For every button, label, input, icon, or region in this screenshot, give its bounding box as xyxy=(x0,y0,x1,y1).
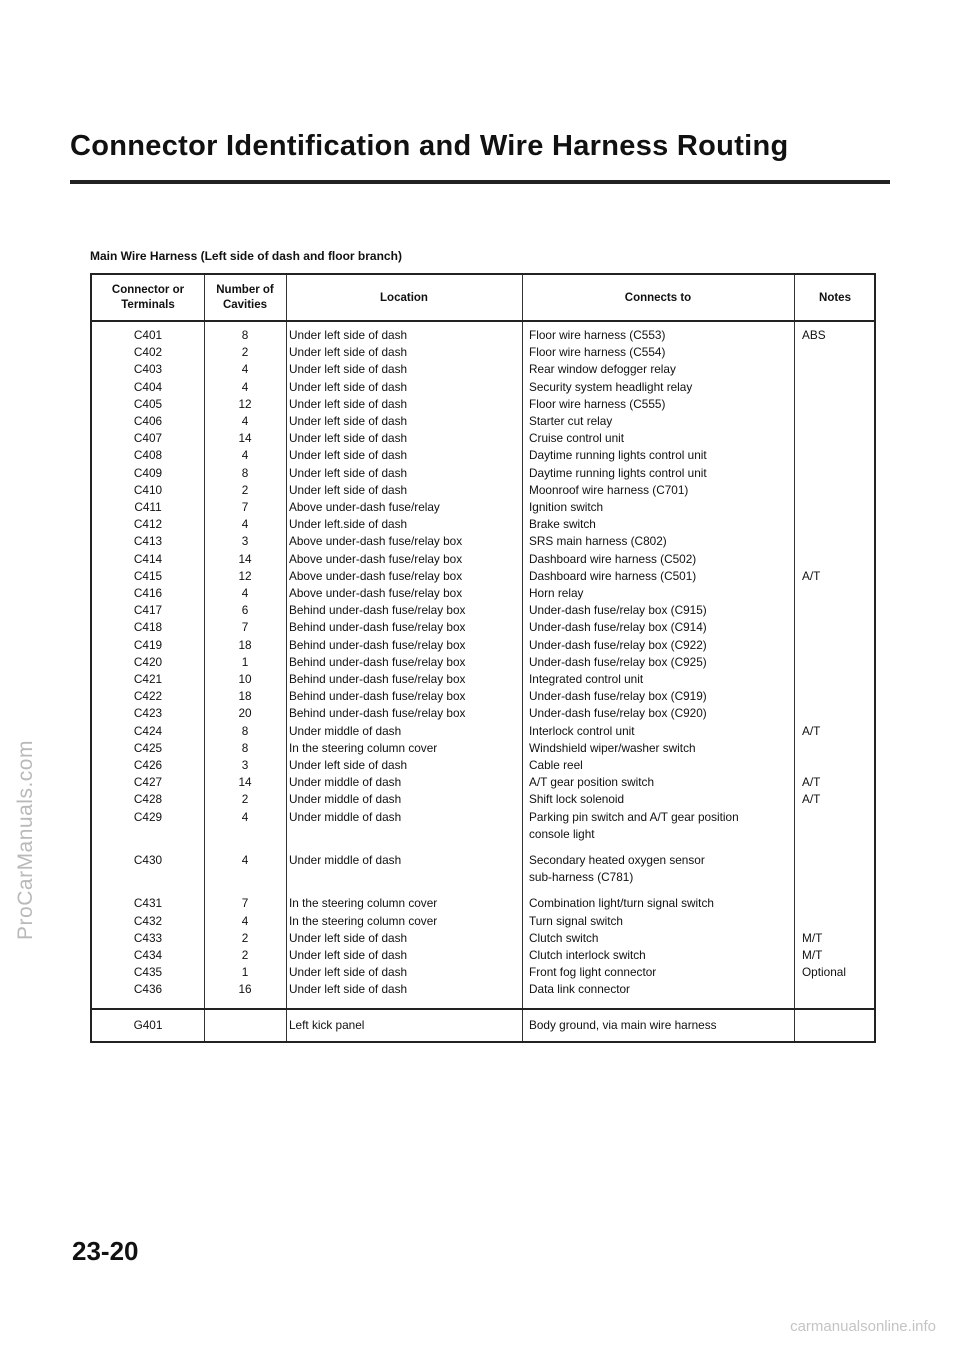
connector-cell: C417 xyxy=(133,603,163,618)
location-cell: Above under-dash fuse/relay box xyxy=(289,586,463,600)
connects-to-cell: Interlock control unit xyxy=(529,723,635,738)
notes-cell: A/T xyxy=(802,723,821,738)
header-cavities-line1: Number of xyxy=(216,284,274,296)
table-row xyxy=(92,757,874,774)
connects-to-cell: Clutch switch xyxy=(529,930,599,945)
table-row xyxy=(92,981,874,998)
location-cell: Above under-dash fuse/relay box xyxy=(289,534,463,549)
notes-cell: M/T xyxy=(802,948,823,962)
connector-cell: C421 xyxy=(133,672,163,686)
location-cell: Behind under-dash fuse/relay box xyxy=(289,620,466,635)
header-connects-to xyxy=(522,275,794,321)
location-cell: Behind under-dash fuse/relay box xyxy=(289,637,466,652)
notes-cell: A/T xyxy=(802,568,821,583)
connects-to-cell: Windshield wiper/washer switch xyxy=(529,740,696,755)
notes-cell: A/T xyxy=(802,775,821,790)
location-cell: In the steering column cover xyxy=(289,740,438,755)
connector-cell: C418 xyxy=(133,620,163,635)
notes-cell: A/T xyxy=(802,792,821,807)
location-cell: Under middle of dash xyxy=(289,853,402,867)
cavities-cell: 8 xyxy=(241,465,249,480)
connector-cell: C423 xyxy=(133,706,163,721)
connector-cell: C401 xyxy=(133,328,163,342)
cavities-cell: 18 xyxy=(238,689,252,704)
table-row xyxy=(92,705,874,722)
table-row xyxy=(92,396,874,413)
connector-cell: C432 xyxy=(133,913,163,928)
table-row xyxy=(92,344,874,361)
connects-to-cell: Parking pin switch and A/T gear position xyxy=(529,809,739,824)
cavities-cell: 4 xyxy=(241,809,249,824)
location-cell: Under left side of dash xyxy=(289,431,408,446)
table-row xyxy=(92,361,874,378)
cavities-cell: 2 xyxy=(241,948,249,962)
table-row xyxy=(92,430,874,447)
cavities-cell: 10 xyxy=(238,672,252,686)
connects-to-cell: Floor wire harness (C553) xyxy=(529,328,666,342)
connects-to-cell: Shift lock solenoid xyxy=(529,792,625,807)
connects-to-cell: Combination light/turn signal switch xyxy=(529,896,714,911)
location-cell: Under left side of dash xyxy=(289,758,408,772)
connects-to-cell: Under-dash fuse/relay box (C914) xyxy=(529,620,707,635)
location-cell: Under left side of dash xyxy=(289,414,408,428)
cavities-cell: 1 xyxy=(241,965,249,980)
table-row xyxy=(92,465,874,482)
cavities-cell: 2 xyxy=(241,345,249,360)
connects-to-cell: Under-dash fuse/relay box (C915) xyxy=(529,603,707,618)
location-cell: Above under-dash fuse/relay box xyxy=(289,568,463,583)
table-row xyxy=(92,602,874,619)
location-cell: Behind under-dash fuse/relay box xyxy=(289,689,466,704)
connector-cell: C413 xyxy=(133,534,163,549)
header-connects-to-text: Connects to xyxy=(624,291,692,304)
cavities-cell: 4 xyxy=(241,362,249,377)
connector-cell: C404 xyxy=(133,379,163,394)
cavities-cell: 8 xyxy=(241,740,249,755)
connects-to-cell: Under-dash fuse/relay box (C919) xyxy=(529,689,707,704)
connector-cell: C409 xyxy=(133,465,163,480)
connects-to-cell: Floor wire harness (C554) xyxy=(529,345,666,360)
cavities-cell: 3 xyxy=(241,758,249,772)
location-cell: Above under-dash fuse/relay box xyxy=(289,551,463,566)
table-row xyxy=(92,499,874,516)
table-row xyxy=(92,413,874,430)
table-row xyxy=(92,895,874,912)
connects-to-cell: Turn signal switch xyxy=(529,913,623,928)
table-row xyxy=(92,964,874,981)
ground-location-cell: Left kick panel xyxy=(289,1018,365,1032)
cavities-cell: 4 xyxy=(241,913,249,928)
location-cell: Under left side of dash xyxy=(289,982,408,997)
location-cell: Behind under-dash fuse/relay box xyxy=(289,654,466,669)
location-cell: Under middle of dash xyxy=(289,809,402,824)
connector-cell: C407 xyxy=(133,431,163,446)
connector-cell: C412 xyxy=(133,517,163,532)
page-number: 23-20 xyxy=(72,1236,139,1266)
table-row xyxy=(92,688,874,705)
cavities-cell: 4 xyxy=(241,517,249,532)
side-watermark xyxy=(6,560,46,1120)
connects-to-cell: Integrated control unit xyxy=(529,672,644,686)
connector-cell: C433 xyxy=(133,930,163,945)
table-row xyxy=(92,551,874,568)
connects-to-cell: Front fog light connector xyxy=(529,965,657,980)
connector-cell: C425 xyxy=(133,740,163,755)
ground-connector-cell: G401 xyxy=(133,1018,163,1032)
cavities-cell: 4 xyxy=(241,448,249,463)
table-row xyxy=(92,671,874,688)
location-cell: Under left side of dash xyxy=(289,345,408,360)
connector-cell: C414 xyxy=(133,551,163,566)
cavities-cell: 14 xyxy=(238,431,252,446)
connects-to-cell: Under-dash fuse/relay box (C920) xyxy=(529,706,707,721)
location-cell: In the steering column cover xyxy=(289,913,438,928)
location-cell: Under left side of dash xyxy=(289,465,408,480)
notes-cell: ABS xyxy=(802,328,826,342)
connects-to-cell: Dashboard wire harness (C502) xyxy=(529,551,697,566)
connector-cell: C436 xyxy=(133,982,163,997)
footer-watermark: carmanualsonline.info xyxy=(790,1318,936,1335)
table-row xyxy=(92,637,874,654)
connects-to-cell: Cable reel xyxy=(529,758,583,772)
title-rule xyxy=(70,180,890,184)
header-connector-line2: Terminals xyxy=(121,299,175,311)
connector-cell: C420 xyxy=(133,654,163,669)
cavities-cell: 12 xyxy=(238,396,252,411)
location-cell: Under left side of dash xyxy=(289,328,408,342)
cavities-cell: 12 xyxy=(238,568,252,583)
connects-to-cell: Starter cut relay xyxy=(529,414,613,428)
ground-connects-to-cell: Body ground, via main wire harness xyxy=(529,1018,717,1032)
table-row xyxy=(92,482,874,499)
table-row xyxy=(92,327,874,344)
side-watermark-text: ProCarManuals.com xyxy=(14,740,37,940)
ground-row-divider xyxy=(92,1008,874,1010)
connector-cell: C419 xyxy=(133,637,163,652)
location-cell: Under left side of dash xyxy=(289,930,408,945)
connects-to-cell: Under-dash fuse/relay box (C925) xyxy=(529,654,707,669)
connects-to-cell: Data link connector xyxy=(529,982,630,997)
cavities-cell: 2 xyxy=(241,930,249,945)
cavities-cell: 3 xyxy=(241,534,249,549)
location-cell: Under left side of dash xyxy=(289,448,408,463)
cavities-cell: 4 xyxy=(241,853,249,867)
table-row xyxy=(92,913,874,930)
header-notes-text: Notes xyxy=(819,291,851,304)
table-row xyxy=(92,379,874,396)
table-row xyxy=(92,619,874,636)
page-title: Connector Identification and Wire Harness Routing xyxy=(70,130,789,162)
table-row xyxy=(92,533,874,550)
table-row xyxy=(92,774,874,791)
cavities-cell: 18 xyxy=(238,637,252,652)
location-cell: In the steering column cover xyxy=(289,896,438,911)
cavities-cell: 16 xyxy=(238,982,252,997)
cavities-cell: 4 xyxy=(241,379,249,394)
connector-cell: C408 xyxy=(133,448,163,463)
location-cell: Under middle of dash xyxy=(289,775,402,790)
connects-to-continuation: sub-harness (C781) xyxy=(529,870,634,885)
cavities-cell: 14 xyxy=(238,551,252,566)
table-row xyxy=(92,568,874,585)
table-row xyxy=(92,930,874,947)
header-connector-line1: Connector or xyxy=(111,284,185,296)
header-location-text: Location xyxy=(380,291,428,304)
table-row xyxy=(92,809,874,826)
header-location xyxy=(286,275,522,321)
cavities-cell: 1 xyxy=(241,654,249,669)
connects-to-cell: Daytime running lights control unit xyxy=(529,465,707,480)
cavities-cell: 8 xyxy=(241,328,249,342)
connects-to-cell: Dashboard wire harness (C501) xyxy=(529,568,697,583)
connector-cell: C405 xyxy=(133,396,163,411)
connects-to-cell: Horn relay xyxy=(529,586,584,600)
connector-cell: C403 xyxy=(133,362,163,377)
connects-to-cell: Cruise control unit xyxy=(529,431,625,446)
cavities-cell: 2 xyxy=(241,792,249,807)
connects-to-continuation: console light xyxy=(529,826,595,841)
connector-cell: C406 xyxy=(133,414,163,428)
location-cell: Under left side of dash xyxy=(289,362,408,377)
cavities-cell: 4 xyxy=(241,586,249,600)
cavities-cell: 7 xyxy=(241,896,249,911)
cavities-cell: 8 xyxy=(241,723,249,738)
connector-cell: C402 xyxy=(133,345,163,360)
table-row xyxy=(92,654,874,671)
location-cell: Under middle of dash xyxy=(289,723,402,738)
notes-cell: Optional xyxy=(802,965,846,980)
connector-cell: C434 xyxy=(133,948,163,962)
location-cell: Under left side of dash xyxy=(289,396,408,411)
location-cell: Under left side of dash xyxy=(289,948,408,962)
location-cell: Under middle of dash xyxy=(289,792,402,807)
table-row xyxy=(92,585,874,602)
location-cell: Behind under-dash fuse/relay box xyxy=(289,672,466,686)
connects-to-cell: Secondary heated oxygen sensor xyxy=(529,853,705,867)
location-cell: Above under-dash fuse/relay xyxy=(289,500,440,514)
connects-to-cell: Ignition switch xyxy=(529,500,604,514)
connector-cell: C424 xyxy=(133,723,163,738)
table-row xyxy=(92,947,874,964)
connects-to-cell: Clutch interlock switch xyxy=(529,948,646,962)
connects-to-cell: Under-dash fuse/relay box (C922) xyxy=(529,637,707,652)
connector-cell: C415 xyxy=(133,568,163,583)
connects-to-cell: A/T gear position switch xyxy=(529,775,655,790)
connector-table xyxy=(90,273,876,1043)
connector-cell: C429 xyxy=(133,809,163,824)
cavities-cell: 7 xyxy=(241,620,249,635)
location-cell: Behind under-dash fuse/relay box xyxy=(289,603,466,618)
location-cell: Under left.side of dash xyxy=(289,517,408,532)
location-cell: Under left side of dash xyxy=(289,482,408,497)
cavities-cell: 7 xyxy=(241,500,249,514)
header-cavities-line2: Cavities xyxy=(222,299,268,311)
connector-cell: C428 xyxy=(133,792,163,807)
connector-cell: C426 xyxy=(133,758,163,772)
connector-cell: C410 xyxy=(133,482,163,497)
table-row xyxy=(92,740,874,757)
connects-to-cell: SRS main harness (C802) xyxy=(529,534,667,549)
section-subtitle: Main Wire Harness (Left side of dash and floor branch) xyxy=(90,249,402,263)
connector-cell: C416 xyxy=(133,586,163,600)
connector-cell: C427 xyxy=(133,775,163,790)
table-row xyxy=(92,791,874,808)
table-row xyxy=(92,447,874,464)
notes-cell: M/T xyxy=(802,930,823,945)
location-cell: Behind under-dash fuse/relay box xyxy=(289,706,466,721)
cavities-cell: 6 xyxy=(241,603,249,618)
connects-to-cell: Floor wire harness (C555) xyxy=(529,396,666,411)
header-cavities xyxy=(204,275,286,321)
connector-cell: C430 xyxy=(133,853,163,867)
connects-to-cell: Rear window defogger relay xyxy=(529,362,676,377)
connector-cell: C435 xyxy=(133,965,163,980)
header-notes xyxy=(794,275,876,321)
cavities-cell: 14 xyxy=(238,775,252,790)
location-cell: Under left side of dash xyxy=(289,379,408,394)
connects-to-cell: Moonroof wire harness (C701) xyxy=(529,482,689,497)
connector-cell: C411 xyxy=(134,500,162,514)
connects-to-cell: Brake switch xyxy=(529,517,596,532)
cavities-cell: 2 xyxy=(241,482,249,497)
ground-row xyxy=(92,1017,874,1034)
connector-cell: C431 xyxy=(133,896,163,911)
header-connector xyxy=(92,275,204,321)
connects-to-cell: Daytime running lights control unit xyxy=(529,448,707,463)
cavities-cell: 20 xyxy=(238,706,252,721)
table-row xyxy=(92,516,874,533)
table-row xyxy=(92,723,874,740)
location-cell: Under left side of dash xyxy=(289,965,408,980)
connects-to-cell: Security system headlight relay xyxy=(529,379,693,394)
table-row xyxy=(92,852,874,869)
connector-cell: C422 xyxy=(133,689,163,704)
cavities-cell: 4 xyxy=(241,414,249,428)
